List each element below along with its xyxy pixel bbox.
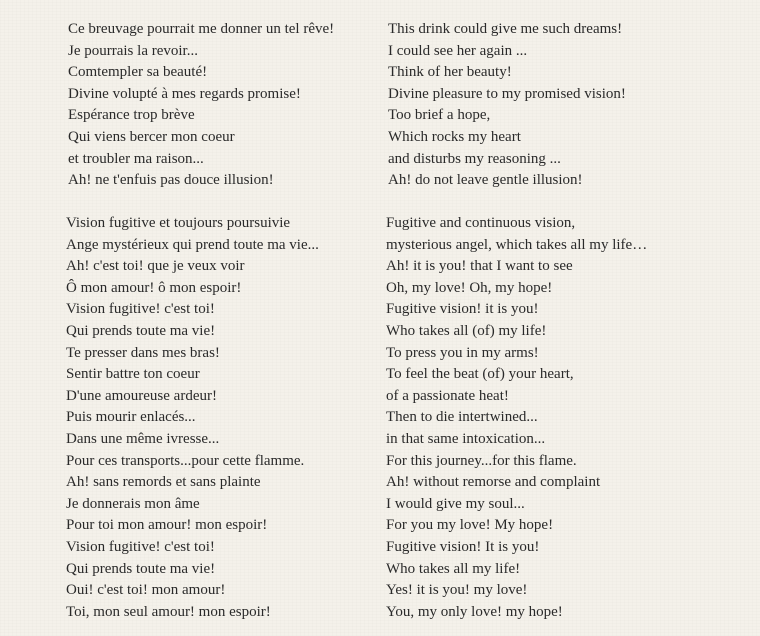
french-line: Ah! sans remords et sans plainte xyxy=(66,474,261,491)
french-line: Vision fugitive! c'est toi! xyxy=(66,538,215,555)
french-line: Ah! c'est toi! que je veux voir xyxy=(66,258,245,275)
english-line: You, my only love! my hope! xyxy=(386,603,563,620)
english-line: of a passionate heat! xyxy=(386,387,509,404)
french-line: Vision fugitive et toujours poursuivie xyxy=(66,215,291,231)
french-line: et troubler ma raison... xyxy=(68,150,204,167)
french-line: Dans une même ivresse... xyxy=(66,430,220,447)
english-line: Think of her beauty! xyxy=(388,64,512,81)
french-line: Qui viens bercer mon coeur xyxy=(68,128,235,145)
english-line: Ah! without remorse and complaint xyxy=(386,474,601,491)
english-column xyxy=(388,19,626,192)
english-line: Divine pleasure to my promised vision! xyxy=(388,85,626,102)
english-line: Too brief a hope, xyxy=(388,107,491,124)
english-line: Which rocks my heart xyxy=(388,128,521,145)
english-line: mysterious angel, which takes all my life… xyxy=(386,236,648,253)
french-line: Ô mon amour! ô mon espoir! xyxy=(66,279,242,296)
french-line: Ah! ne t'enfuis pas douce illusion! xyxy=(68,172,274,189)
french-line: Ange mystérieux qui prend toute ma vie... xyxy=(66,236,319,253)
french-line: Divine volupté à mes regards promise! xyxy=(68,85,301,102)
french-line: Te presser dans mes bras! xyxy=(66,344,220,361)
french-line: Pour toi mon amour! mon espoir! xyxy=(66,517,268,534)
english-line: Ah! it is you! that I want to see xyxy=(386,258,573,275)
french-line: Espérance trop brève xyxy=(68,107,195,124)
french-column xyxy=(68,19,334,192)
french-line: Ce breuvage pourrait me donner un tel rêve! xyxy=(68,21,335,37)
english-line: and disturbs my reasoning ... xyxy=(388,150,561,167)
french-line: Sentir battre ton coeur xyxy=(66,366,200,383)
french-line: Pour ces transports...pour cette flamme. xyxy=(66,452,305,469)
english-line: Ah! do not leave gentle illusion! xyxy=(388,172,583,189)
english-line: Fugitive vision! it is you! xyxy=(386,301,539,318)
english-line: in that same intoxication... xyxy=(386,430,546,447)
english-line: To press you in my arms! xyxy=(386,344,539,361)
french-line: Toi, mon seul amour! mon espoir! xyxy=(66,603,271,620)
french-line: Puis mourir enlacés... xyxy=(66,409,196,426)
english-line: Who takes all my life! xyxy=(386,560,521,577)
french-line: Je pourrais la revoir... xyxy=(68,42,198,59)
english-line: This drink could give me such dreams! xyxy=(388,21,623,37)
french-column xyxy=(66,213,319,623)
english-line: Who takes all (of) my life! xyxy=(386,322,547,339)
english-line: For this journey...for this flame. xyxy=(386,452,577,469)
french-line: Vision fugitive! c'est toi! xyxy=(66,301,215,318)
french-line: Comtempler sa beauté! xyxy=(68,64,208,81)
english-line: Yes! it is you! my love! xyxy=(386,582,528,599)
english-line: Oh, my love! Oh, my hope! xyxy=(386,279,553,296)
french-line: Qui prends toute ma vie! xyxy=(66,560,216,577)
english-line: For you my love! My hope! xyxy=(386,517,554,534)
english-line: To feel the beat (of) your heart, xyxy=(386,366,574,383)
english-line: I would give my soul... xyxy=(386,495,525,512)
english-column xyxy=(386,213,647,623)
french-line: Je donnerais mon âme xyxy=(66,495,200,512)
english-line: Fugitive and continuous vision, xyxy=(386,215,576,231)
french-line: D'une amoureuse ardeur! xyxy=(66,387,217,404)
english-line: I could see her again ... xyxy=(388,42,528,59)
french-line: Oui! c'est toi! mon amour! xyxy=(66,582,226,599)
english-line: Then to die intertwined... xyxy=(386,409,538,426)
english-line: Fugitive vision! It is you! xyxy=(386,538,540,555)
french-line: Qui prends toute ma vie! xyxy=(66,322,216,339)
